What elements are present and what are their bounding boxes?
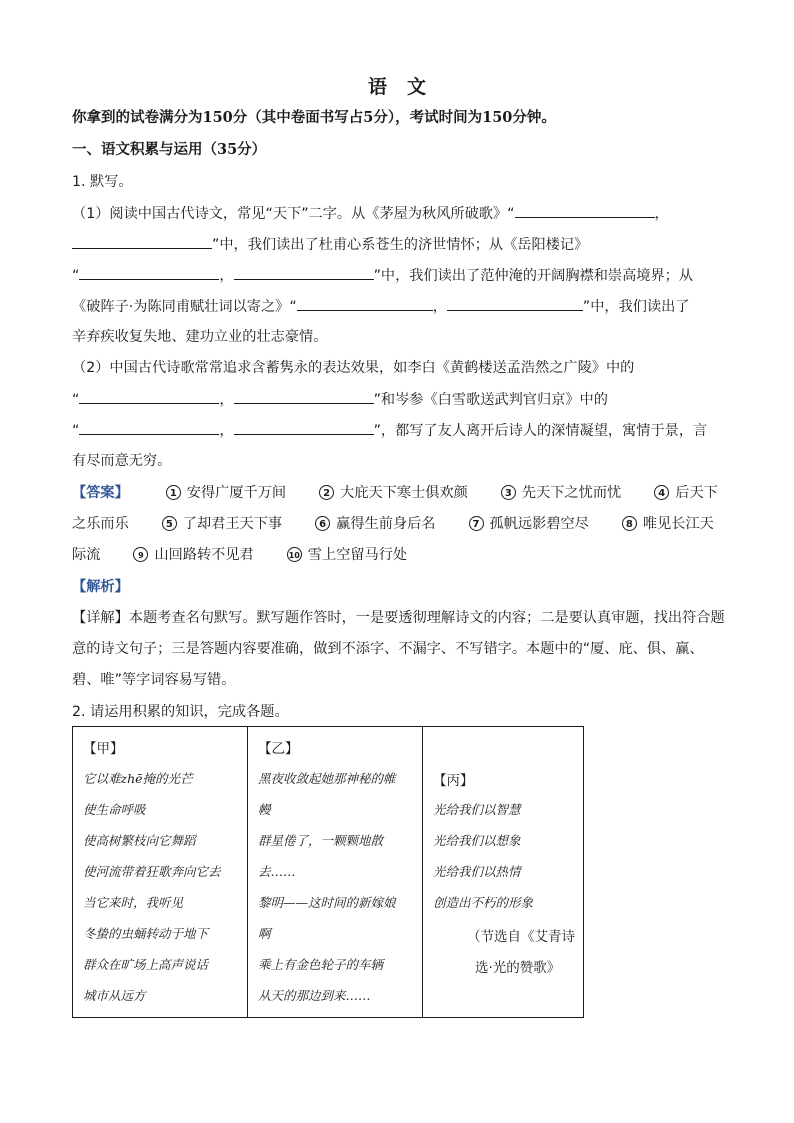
poem-heading: 【乙】	[258, 741, 299, 757]
poem-line: 使生命呼吸	[83, 802, 146, 817]
answer-number-badge: 7	[469, 516, 484, 531]
poem-cell-bing	[423, 727, 584, 1018]
poem-cell-yi	[248, 727, 423, 1018]
answer-number-badge: 4	[654, 485, 669, 500]
answer-item: 后天下	[675, 485, 718, 501]
poem-source: 选·光的赞歌》	[475, 960, 561, 976]
exam-intro: 你拿到的试卷满分为150分（其中卷面书写占5分），考试时间为150分钟。	[72, 109, 556, 126]
answer-item: 大庇天下寒士俱欢颜	[340, 485, 468, 501]
poem-line: 使河流带着狂歌奔向它去	[83, 864, 221, 879]
analysis-line-1: 【详解】本题考查名句默写。默写题作答时，一是要透彻理解诗文的内容；二是要认真审题，找出符合题	[72, 610, 725, 626]
q1-line-8: “ ， ”，都写了友人离开后诗人的深情凝望，寓情于景，言	[72, 420, 707, 441]
poem-line: 冬蛰的虫蛹转动于地下	[83, 926, 209, 941]
answer-number-badge: 9	[133, 547, 148, 562]
poem-line: 乘上有金色轮子的车辆	[258, 957, 384, 972]
q1-line-9: 有尽而意无穷。	[72, 453, 172, 469]
analysis-line-3: 碧、唯”等字词容易写错。	[72, 672, 236, 688]
poem-source: （节选自《艾青诗	[467, 929, 575, 945]
question-2-label: 2. 请运用积累的知识，完成各题。	[72, 704, 289, 720]
poem-line: 啊	[258, 926, 271, 941]
section-heading: 一、语文积累与运用（35分）	[72, 141, 267, 158]
answer-row-1	[72, 483, 718, 503]
poem-line: 从天的那边到来……	[258, 988, 371, 1003]
answer-item: 先天下之忧而忧	[521, 485, 622, 501]
answer-item: 了却君王天下事	[182, 516, 283, 532]
answer-blank[interactable]	[79, 265, 219, 280]
q1-line-1: （1）阅读中国古代诗文，常见“天下”二字。从《茅屋为秋风所破歌》“ ，	[72, 203, 669, 224]
answer-label: 【答案】	[72, 485, 129, 501]
answer-item: 之乐而乐	[72, 516, 129, 532]
poem-line: 黑夜收敛起她那神秘的帷	[258, 771, 396, 786]
answer-item: 际流	[72, 547, 101, 563]
answer-item: 安得广厦千万间	[186, 485, 287, 501]
poem-line: 光给我们以热情	[433, 864, 521, 879]
answer-blank[interactable]	[79, 389, 219, 404]
analysis-label: 【解析】	[72, 579, 129, 595]
answer-number-badge: 5	[162, 516, 177, 531]
answer-item: 山回路转不见君	[154, 547, 254, 563]
poem-line: 光给我们以智慧	[433, 802, 521, 817]
poem-line: 群星倦了，一颗颗地散	[258, 833, 384, 848]
answer-blank[interactable]	[234, 389, 374, 404]
poem-line: 城市从远方	[83, 988, 146, 1003]
answer-number-badge: 3	[501, 485, 516, 500]
q1-line-5: 辛弃疾收复失地、建功立业的壮志豪情。	[72, 329, 328, 345]
answer-number-badge: 1	[166, 485, 181, 500]
answer-item: 赢得生前身后名	[336, 516, 436, 532]
answer-blank[interactable]	[234, 265, 374, 280]
answer-blank[interactable]	[297, 296, 433, 311]
question-1-label: 1. 默写。	[72, 174, 133, 190]
q1-line-4: 《破阵子·为陈同甫赋壮词以寄之》“ ， ”中，我们读出了	[72, 296, 690, 317]
answer-number-badge: 6	[315, 516, 330, 531]
answer-blank[interactable]	[72, 234, 212, 249]
answer-item: 雪上空留马行处	[307, 547, 408, 563]
q1-line-6: （2）中国古代诗歌常常追求含蓄隽永的表达效果，如李白《黄鹤楼送孟浩然之广陵》中的	[72, 360, 635, 376]
poem-table	[72, 726, 584, 1018]
poem-heading: 【甲】	[83, 741, 124, 757]
page-title: 语 文	[367, 76, 427, 98]
poem-line: 光给我们以想象	[433, 833, 521, 848]
poem-cell-jia	[73, 727, 248, 1018]
poem-line: 使高树繁枝向它舞蹈	[83, 833, 196, 848]
q1-line-3: “ ， ”中，我们读出了范仲淹的开阔胸襟和崇高境界；从	[72, 265, 693, 286]
answer-item: 孤帆远影碧空尽	[489, 516, 589, 532]
poem-line: 它以难zhē掩的光芒	[83, 771, 193, 786]
poem-line: 幔	[258, 802, 271, 817]
answer-blank[interactable]	[79, 420, 219, 435]
answer-number-badge: 2	[319, 485, 334, 500]
analysis-line-2: 意的诗文句子；三是答题内容要准确，做到不添字、不漏字、不写错字。本题中的“厦、庇、俱、赢、	[72, 641, 704, 657]
answer-number-badge: 10	[287, 547, 302, 562]
q1-line-7: “ ， ”和岑参《白雪歌送武判官归京》中的	[72, 389, 608, 410]
poem-line: 群众在旷场上高声说话	[83, 957, 209, 972]
poem-line: 黎明——这时间的新嫁娘	[258, 895, 396, 910]
answer-number-badge: 8	[622, 516, 637, 531]
answer-blank[interactable]	[234, 420, 374, 435]
answer-blank[interactable]	[515, 203, 655, 218]
answer-item: 唯见长江天	[642, 516, 714, 532]
poem-line: 当它来时，我听见	[83, 895, 184, 910]
poem-line: 去……	[258, 864, 296, 879]
answer-row-3	[72, 545, 407, 565]
q1-line-2: ”中，我们读出了杜甫心系苍生的济世情怀；从《岳阳楼记》	[72, 234, 588, 255]
answer-row-2	[72, 514, 714, 534]
answer-blank[interactable]	[447, 296, 583, 311]
poem-line: 创造出不朽的形象	[433, 895, 534, 910]
poem-heading: 【丙】	[433, 773, 474, 789]
